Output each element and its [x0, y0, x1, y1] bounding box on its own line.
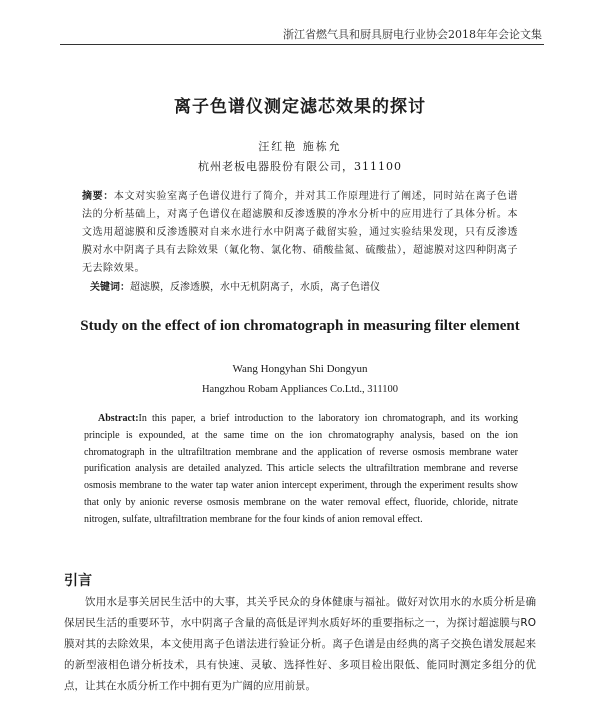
running-header: 浙江省燃气具和厨具厨电行业协会2018年年会论文集 — [283, 28, 542, 41]
english-abstract-label: Abstract: — [98, 413, 139, 424]
header-rule — [60, 44, 544, 45]
chinese-abstract — [82, 188, 518, 278]
english-authors: Wang Hongyhan Shi Dongyun — [232, 363, 368, 375]
chinese-title: 离子色谱仪测定滤芯效果的探讨 — [174, 97, 426, 117]
chinese-abstract-label: 摘要： — [82, 191, 114, 202]
english-abstract-text: In this paper, a brief introduction to the laboratory ion chromatograph, and its working principle is expounded, at the same time on the ion chromatography analysis, based on the ion chromatograph in the ultrafiltration membrane and the application of reverse osmosis membrane water purification analysis are detailed analyzed. This article selects the ultrafiltration membrane and reverse osmosis membrane to the water tap water anion intercept experiment, through the experiment results show that only by anionic reverse osmosis membrane on the water removal effect, fluoride, chloride, nitrate nitrogen, sulfate, ultrafiltration membrane for the four kinds of anion removal effect. — [84, 413, 518, 525]
english-affiliation: Hangzhou Robam Appliances Co.Ltd., 311100 — [201, 384, 399, 395]
introduction-text: 饮用水是事关居民生活中的大事，其关乎民众的身体健康与福祉。做好对饮用水的水质分析是确保居民生活的重要环节，水中阴离子含量的高低是评判水质好坏的重要指标之一，为探讨超滤膜与RO膜对其的去除效果，本文使用离子色谱法进行验证分析。离子色谱是由经典的离子交换色谱发展起来的新型液相色谱分析技术，具有快速、灵敏、选择性好、多项目检出限低、能同时测定多组分的优点，让其在水质分析工作中拥有更为广阔的应用前景。 — [64, 596, 536, 692]
english-abstract — [84, 411, 518, 529]
chinese-keywords — [90, 280, 520, 296]
english-title: Study on the effect of ion chromatograph in measuring filter element — [80, 318, 520, 334]
chinese-keywords-label: 关键词： — [90, 282, 130, 293]
chinese-authors: 汪红艳 施栋允 — [258, 140, 342, 153]
chinese-abstract-text: 本文对实验室离子色谱仪进行了简介，并对其工作原理进行了阐述，同时站在离子色谱法的分析基础上，对离子色谱仪在超滤膜和反渗透膜的净水分析中的应用进行了具体分析。本文选用超滤膜和反渗透膜对自来水进行水中阴离子截留实验，通过实验结果发现，只有反渗透膜对水中阴离子具有去除效果（氟化物、氯化物、硝酸盐氮、硫酸盐），超滤膜对这四种阴离子无去除效果。 — [82, 191, 519, 274]
chinese-affiliation: 杭州老板电器股份有限公司，311100 — [198, 160, 402, 173]
introduction-heading: 引言 — [64, 573, 92, 589]
chinese-keywords-text: 超滤膜，反渗透膜，水中无机阴离子，水质，离子色谱仪 — [130, 282, 380, 293]
